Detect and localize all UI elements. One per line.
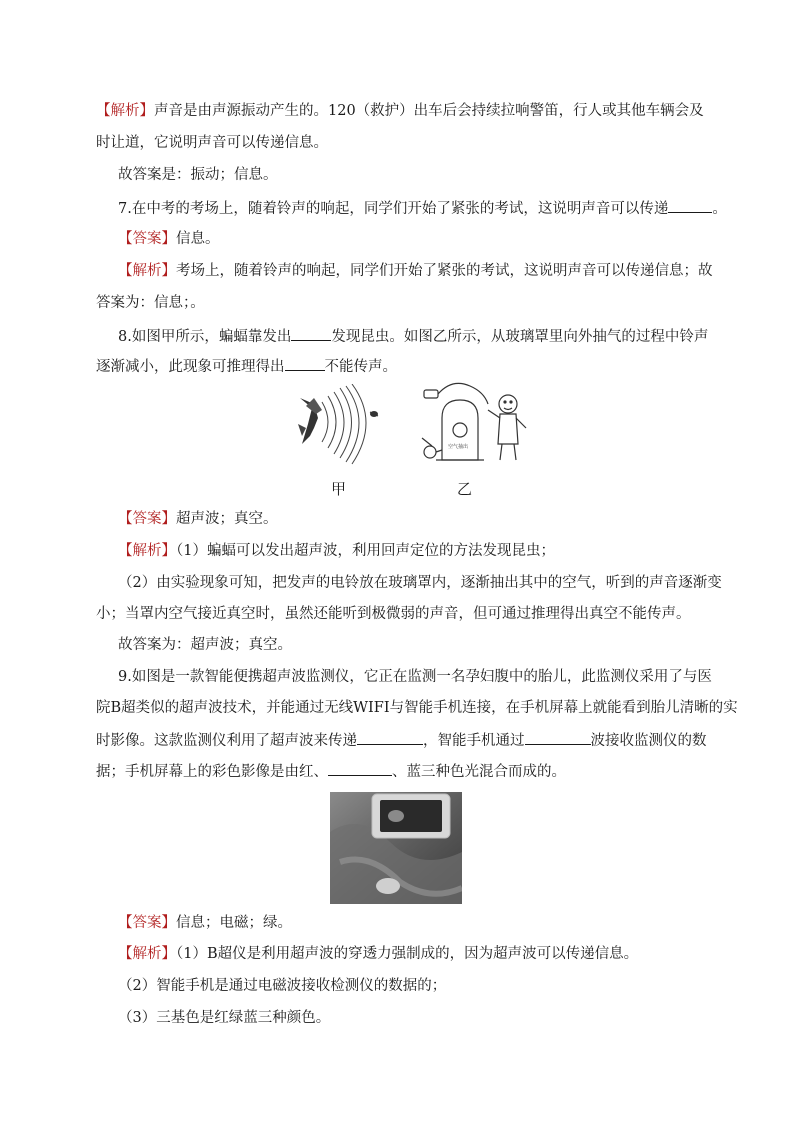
answer-blank <box>668 198 712 213</box>
answer-text: 信息；电磁；绿。 <box>176 915 292 931</box>
q7-question: 7.在中考的考场上，随着铃声的响起，同学们开始了紧张的考试，这说明声音可以传递 。 <box>118 198 700 218</box>
answer-blank <box>328 761 392 776</box>
ultrasound-monitor-photo <box>330 792 462 904</box>
glass-jar <box>442 400 478 460</box>
answer-tag: 【答案】 <box>118 915 176 931</box>
analysis-text: 考场上，随着铃声的响起，同学们开始了紧张的考试，这说明声音可以传递信息；故 <box>176 263 713 279</box>
answer-text: 超声波；真空。 <box>176 511 278 527</box>
q8-answer-summary: 故答案为：超声波；真空。 <box>118 637 292 653</box>
q7-analysis-line2: 答案为：信息；。 <box>96 295 205 311</box>
answer-tag: 【答案】 <box>118 511 176 527</box>
q8-analysis-line1 <box>118 542 700 560</box>
answer-tag: 【答案】 <box>118 231 176 247</box>
q9-question-line3: 时影像。这款监测仪利用了超声波来传递 ，智能手机通过 波接收监测仪的数 <box>96 730 700 750</box>
bell-icon <box>453 423 467 437</box>
bell-jar-figure <box>418 380 530 466</box>
analysis-text: （1）B超仪是利用超声波的穿透力强制成的，因为超声波可以传递信息。 <box>176 946 639 962</box>
analysis-tag: 【解析】 <box>118 946 176 962</box>
monitor-probe <box>376 878 400 894</box>
bat-echolocation-figure <box>292 384 382 466</box>
insect-icon <box>370 411 378 417</box>
q7-answer <box>118 230 700 248</box>
answer-blank <box>357 730 423 745</box>
q9-answer <box>118 914 700 932</box>
answer-text: 信息。 <box>176 231 220 247</box>
analysis-text: （1）蝙蝠可以发出超声波，利用回声定位的方法发现昆虫； <box>176 543 555 559</box>
q7-analysis-line1 <box>118 262 713 280</box>
q8-question-line2: 逐渐减小，此现象可推理得出 不能传声。 <box>96 356 700 376</box>
sound-wave-arcs <box>322 384 366 464</box>
q9-question-line4: 据；手机屏幕上的彩色影像是由红、 、蓝三种色光混合而成的。 <box>96 761 700 781</box>
q9-analysis-line3: （3）三基色是红绿蓝三种颜色。 <box>118 1010 331 1026</box>
answer-blank <box>291 326 331 341</box>
q8-analysis-line3: 小；当罩内空气接近真空时，虽然还能听到极微弱的声音，但可通过推理得出真空不能传声。 <box>96 606 691 622</box>
analysis-tag: 【解析】 <box>118 263 176 279</box>
svg-text:空气抽出: 空气抽出 <box>448 444 469 450</box>
q6-analysis-line1 <box>96 102 704 120</box>
analysis-tag: 【解析】 <box>118 543 176 559</box>
figure-label-jia: 甲 <box>331 480 347 498</box>
q9-analysis-line2: （2）智能手机是通过电磁波接收检测仪的数据的； <box>118 978 447 994</box>
q6-answer-summary: 故答案是：振动；信息。 <box>118 167 278 183</box>
analysis-text: 声音是由声源振动产生的。120（救护）出车后会持续拉响警笛，行人或其他车辆会及 <box>154 103 704 119</box>
answer-blank <box>285 356 325 371</box>
figure-label-yi: 乙 <box>457 480 473 498</box>
q9-question-line2: 院B超类似的超声波技术，并能通过无线WIFI与智能手机连接，在手机屏幕上就能看到胎儿清晰的实 <box>96 700 738 716</box>
pump-icon <box>424 446 436 458</box>
q8-analysis-line2: （2）由实验现象可知，把发声的电铃放在玻璃罩内，逐渐抽出其中的空气，听到的声音逐渐变 <box>118 575 722 591</box>
q8-question-line1: 8.如图甲所示，蝙蝠靠发出 发现昆虫。如图乙所示，从玻璃罩里向外抽气的过程中铃声 <box>118 326 700 346</box>
battery-icon <box>424 390 438 398</box>
q8-answer <box>118 510 700 528</box>
q6-analysis-line2: 时让道，它说明声音可以传递信息。 <box>96 135 328 151</box>
answer-blank <box>525 730 591 745</box>
smartphone-icon <box>372 794 450 838</box>
q9-question-line1: 9.如图是一款智能便携超声波监测仪，它正在监测一名孕妇腹中的胎儿，此监测仪采用了与医 <box>118 669 712 685</box>
q9-analysis-line1 <box>118 945 700 963</box>
analysis-tag: 【解析】 <box>96 103 154 119</box>
question-text: 7.在中考的考场上，随着铃声的响起，同学们开始了紧张的考试，这说明声音可以传递 <box>118 201 669 217</box>
wire <box>438 383 488 404</box>
student-icon <box>488 395 526 460</box>
bat-icon <box>298 398 322 444</box>
